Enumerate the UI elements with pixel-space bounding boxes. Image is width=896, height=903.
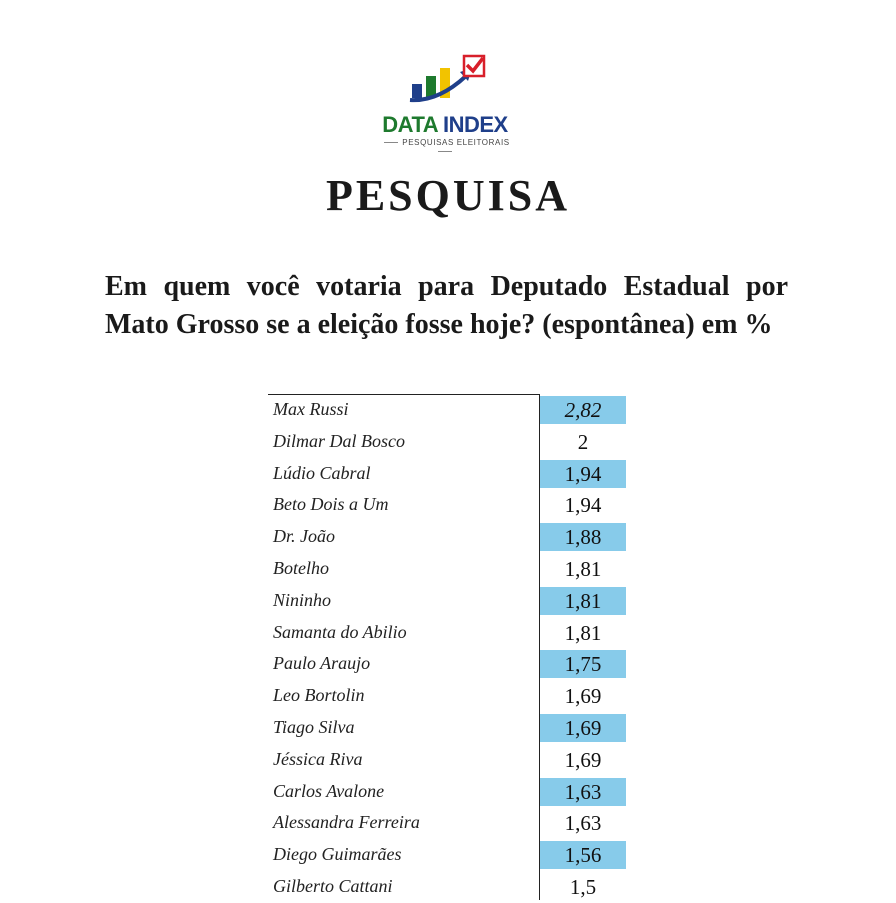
candidate-percentage: 1,75 [540,650,626,678]
table-row [268,489,628,521]
candidate-percentage: 1,81 [540,587,626,615]
data-index-logo [370,52,520,152]
candidate-percentage: 1,94 [540,460,626,488]
table-row [268,458,628,490]
table-row [268,617,628,649]
table-row [268,521,628,553]
candidate-percentage: 1,69 [564,684,602,709]
table-row [268,394,628,426]
candidate-name: Samanta do Abilio [273,621,407,642]
table-row [268,648,628,680]
candidate-percentage: 2 [577,429,589,454]
survey-question: Em quem você votaria para Deputado Estadual por Mato Grosso se a eleição fosse hoje? (espontânea) em % [105,271,788,340]
candidate-percentage: 1,5 [569,874,597,899]
candidate-name: Dilmar Dal Bosco [273,430,405,451]
candidate-name: Paulo Araujo [273,653,371,674]
logo-brand-index: INDEX [442,112,508,137]
table-row [268,585,628,617]
candidate-percentage: 1,69 [540,714,626,742]
candidate-percentage: 2,82 [540,396,626,424]
table-row [268,839,628,871]
table-row [268,426,628,458]
results-table [268,394,628,903]
candidate-name: Leo Bortolin [273,685,365,706]
table-row [268,871,628,903]
candidate-percentage: 1,63 [540,778,626,806]
candidate-percentage: 1,69 [564,747,602,772]
table-row [268,712,628,744]
candidate-name: Gilberto Cattani [273,875,393,896]
logo-brand-text [370,112,520,138]
candidate-name: Dr. João [273,526,335,547]
candidate-name: Botelho [273,557,329,578]
candidate-name: Tiago Silva [273,716,355,737]
candidate-name: Jéssica Riva [273,748,363,769]
candidate-percentage: 1,63 [564,811,602,836]
candidate-name: Carlos Avalone [273,780,385,801]
candidate-percentage: 1,56 [540,841,626,869]
table-row [268,680,628,712]
table-row [268,744,628,776]
candidate-name: Alessandra Ferreira [273,812,420,833]
table-row [268,807,628,839]
logo-brand-data: DATA [382,112,438,137]
candidate-name: Max Russi [273,399,349,419]
candidate-name: Nininho [273,589,332,610]
bar-chart-arrow-icon [408,54,488,106]
page-title: PESQUISA [325,171,571,220]
candidate-percentage: 1,81 [564,620,602,645]
table-row [268,553,628,585]
candidate-name: Diego Guimarães [273,844,402,865]
candidate-percentage: 1,94 [564,493,602,518]
logo-tagline: PESQUISAS ELEITORAIS [370,138,520,156]
candidate-name: Lúdio Cabral [273,462,371,483]
candidate-percentage: 1,81 [564,556,602,581]
candidate-percentage: 1,88 [540,523,626,551]
table-row [268,776,628,808]
candidate-name: Beto Dois a Um [273,494,389,515]
